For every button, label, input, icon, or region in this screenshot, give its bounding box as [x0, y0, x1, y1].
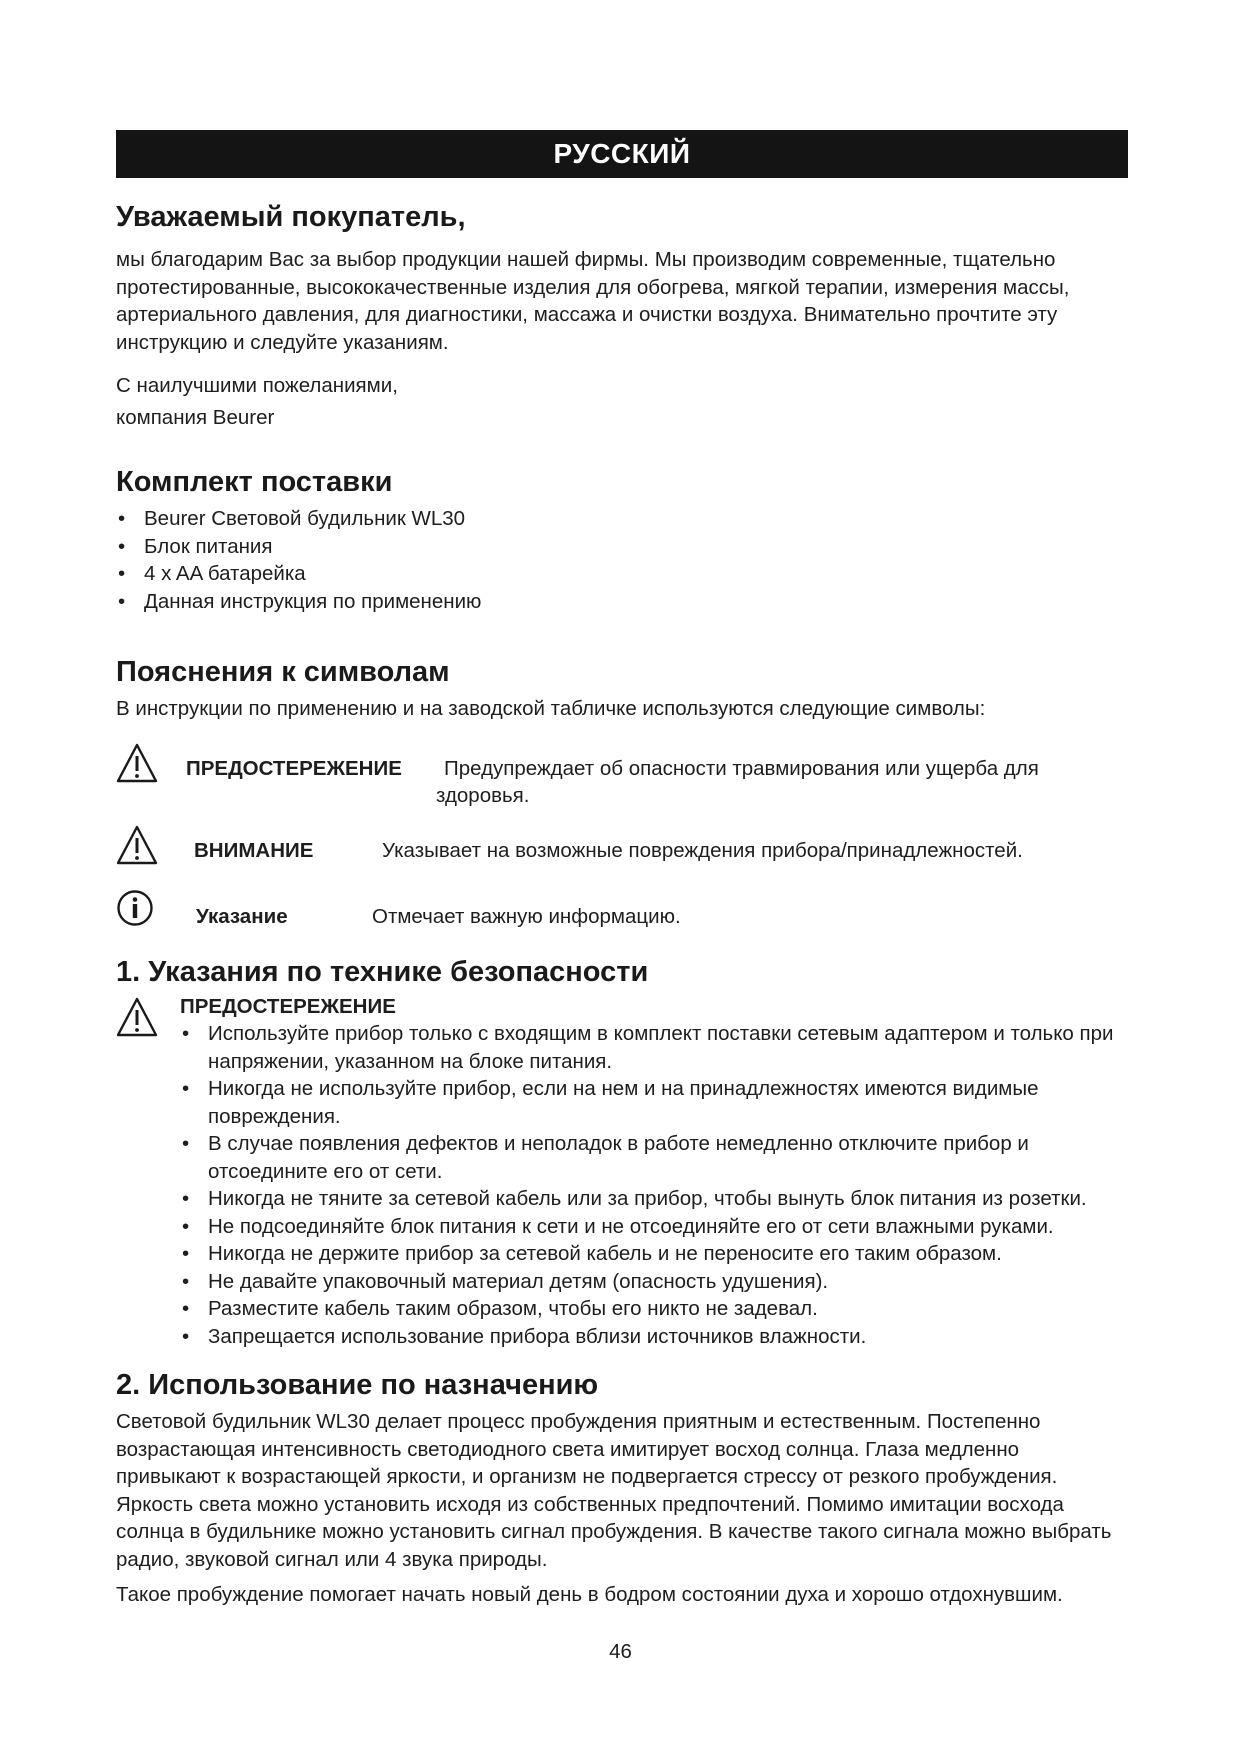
symbol-row-note [116, 889, 1128, 933]
greeting-section [116, 200, 1128, 431]
page-number: 46 [609, 1640, 632, 1663]
closing-line-1: С наилучшими пожеланиями, [116, 374, 398, 397]
symbols-heading: Пояснения к символам [116, 656, 450, 688]
list-item: • Не давайте упаковочный материал детям (опасность удушения). [180, 1268, 1128, 1296]
caution-triangle-icon [116, 825, 158, 870]
safety-warning-block [116, 993, 1128, 1351]
list-item: • Данная инструкция по применению [116, 588, 1128, 616]
list-item: • Запрещается использование прибора вблизи источников влажности. [180, 1323, 1128, 1351]
symbols-section [116, 655, 1128, 929]
manual-page [116, 130, 1128, 1609]
warning-text: Предупреждает об опасности травмирования или ущерба для здоровья. [436, 756, 1039, 807]
symbols-legend [116, 729, 1128, 929]
symbol-row-caution [116, 825, 1128, 875]
safety-heading: 1. Указания по технике безопасности [116, 955, 649, 988]
caution-label: ВНИМАНИЕ [194, 838, 314, 862]
list-item: • Никогда не используйте прибор, если на нем и на принадлежностях имеются видимые повреждения. [180, 1075, 1128, 1130]
usage-section [116, 1368, 1128, 1609]
list-item: • Никогда не держите прибор за сетевой кабель и не переносите его таким образом. [180, 1240, 1128, 1268]
greeting-heading: Уважаемый покупатель, [116, 201, 466, 233]
note-label: Указание [196, 904, 288, 928]
delivery-list [116, 505, 1128, 615]
usage-body-2: Такое пробуждение помогает начать новый день в бодром состоянии духа и хорошо отдохнувшим. [116, 1583, 1063, 1606]
note-text: Отмечает важную информацию. [372, 904, 681, 928]
usage-body: Световой будильник WL30 делает процесс пробуждения приятным и естественным. Постепенно возрастающая интенсивность светодиодного света имитирует восход солнца. Глаза медленно привыкают к возрастающей яркости, и организм не подвергается стрессу от резкого пробуждения. Яркость света можно установить исходя из собственных предпочтений. Помимо имитации восхода солнца в будильнике можно установить сигнал пробуждения. В качестве такого сигнала можно выбрать радио, звуковой сигнал или 4 звука природы. [116, 1410, 1112, 1571]
list-item: • Разместите кабель таким образом, чтобы его никто не задевал. [180, 1295, 1128, 1323]
delivery-section [116, 465, 1128, 615]
delivery-heading: Комплект поставки [116, 466, 393, 498]
list-item: • Никогда не тяните за сетевой кабель или за прибор, чтобы вынуть блок питания из розетки. [180, 1185, 1128, 1213]
warning-triangle-icon [116, 997, 158, 1042]
usage-heading: 2. Использование по назначению [116, 1369, 599, 1401]
list-item: • Блок питания [116, 533, 1128, 561]
symbol-row-warning [116, 743, 1128, 813]
greeting-body: мы благодарим Вас за выбор продукции нашей фирмы. Мы производим современные, тщательно протестированные, высококачественные изделия для обогрева, мягкой терапии, измерения массы, артериального давления, для диагностики, массажа и очистки воздуха. Внимательно прочтите эту инструкцию и следуйте указаниям. [116, 248, 1070, 354]
symbols-intro: В инструкции по применению и на заводской табличке используются следующие символы: [116, 697, 986, 720]
list-item: • Не подсоединяйте блок питания к сети и не отсоединяйте его от сети влажными руками. [180, 1213, 1128, 1241]
info-circle-icon [116, 889, 154, 932]
warning-label: ПРЕДОСТЕРЕЖЕНИЕ [186, 756, 402, 780]
safety-list [180, 1020, 1128, 1350]
list-item: • В случае появления дефектов и неполадок в работе немедленно отключите прибор и отсоедините его от сети. [180, 1130, 1128, 1185]
safety-warning-title: ПРЕДОСТЕРЕЖЕНИЕ [180, 994, 396, 1018]
caution-text: Указывает на возможные повреждения прибора/принадлежностей. [382, 838, 1023, 862]
list-item: • 4 x AA батарейка [116, 560, 1128, 588]
closing-line-2: компания Beurer [116, 405, 275, 429]
list-item: • Используйте прибор только с входящим в комплект поставки сетевым адаптером и только при напряжении, указанном на блоке питания. [180, 1020, 1128, 1075]
language-banner: РУССКИЙ [116, 130, 1128, 178]
warning-triangle-icon [116, 743, 158, 788]
safety-section [116, 955, 1128, 1351]
list-item: • Beurer Световой будильник WL30 [116, 505, 1128, 533]
